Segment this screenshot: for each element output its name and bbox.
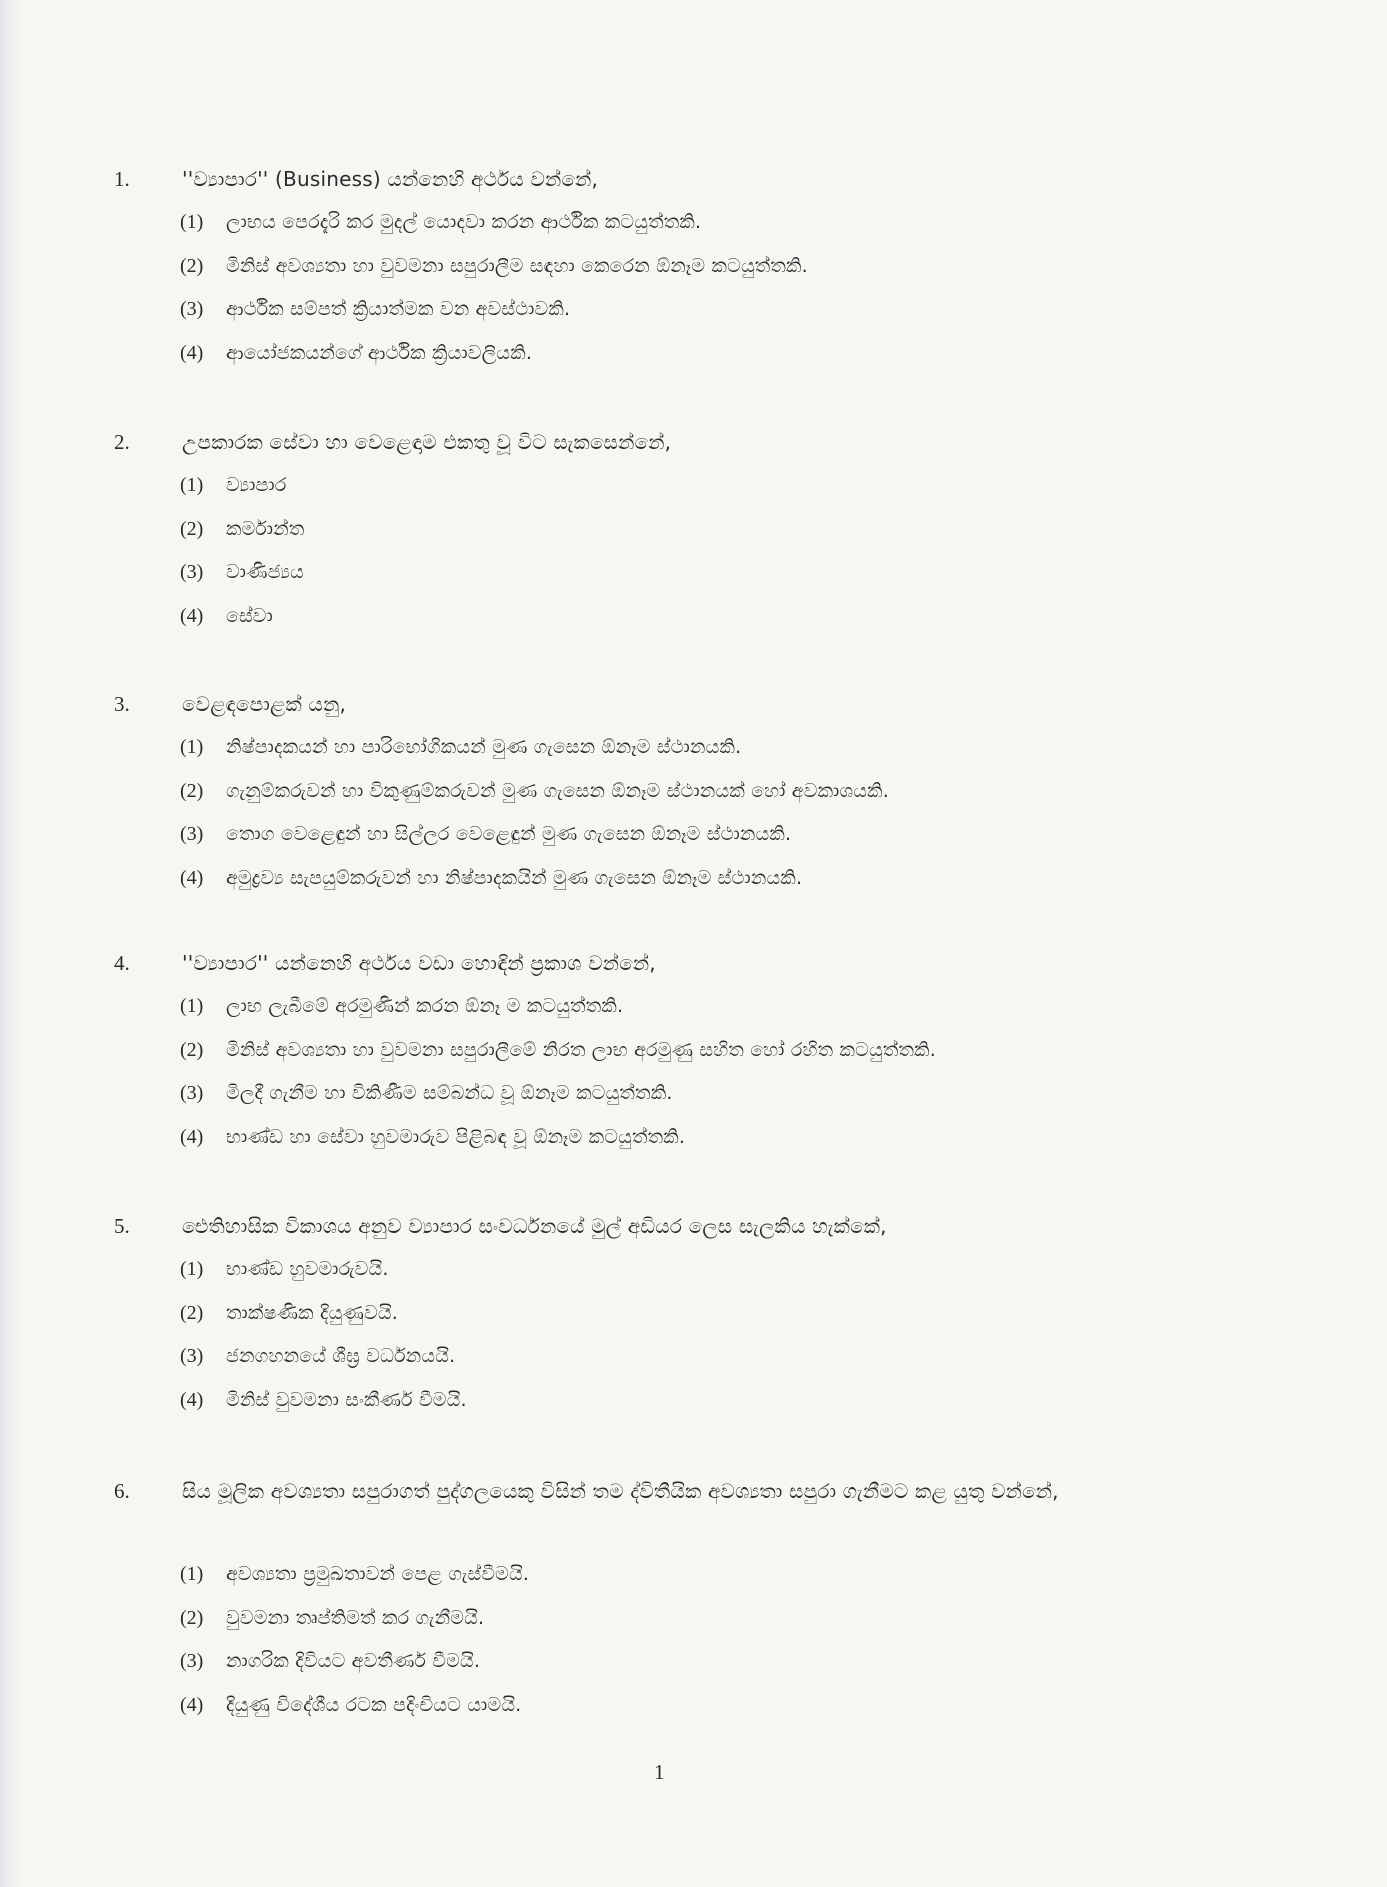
option-label: (4)	[180, 1693, 204, 1716]
option-text: භාණ්ඩ හුවමාරුවයි.	[226, 1258, 389, 1280]
option-label: (2)	[180, 1301, 204, 1324]
option-4	[180, 1690, 529, 1734]
option-label: (4)	[180, 604, 204, 627]
option-1	[180, 470, 304, 514]
options-list	[180, 207, 808, 381]
question-number: 5.	[114, 1214, 130, 1238]
option-text: කර්මාන්ත	[226, 517, 305, 540]
option-2	[180, 1298, 467, 1342]
question-number: 1.	[114, 167, 130, 191]
option-text: ජනගහනයේ ශීඝ්‍ර වර්ධනයයි.	[226, 1345, 456, 1367]
option-2	[180, 251, 808, 295]
option-1	[180, 1559, 529, 1603]
option-3	[180, 557, 304, 601]
option-text: මිනිස් අවශ්‍යතා හා වුවමනා සපුරාලීමේ නිරත ලාභ අරමුණු සහිත හෝ රහිත කටයුත්තකි.	[226, 1038, 936, 1061]
option-label: (4)	[180, 341, 204, 364]
option-1	[180, 1254, 467, 1298]
option-4	[180, 863, 889, 907]
option-label: (2)	[180, 254, 204, 277]
option-3	[180, 1646, 529, 1690]
option-4	[180, 338, 808, 382]
option-3	[180, 1341, 467, 1385]
option-label: (3)	[180, 1082, 204, 1104]
option-label: (3)	[180, 298, 204, 320]
option-label: (2)	[180, 1038, 204, 1061]
option-text: මිනිස් වුවමනා සංකීර්ණ වීමයි.	[226, 1388, 467, 1411]
question-text: වෙළඳපොළක් යනු,	[182, 692, 347, 716]
question-text: ''ව්‍යාපාර'' (Business) යන්නෙහි අර්ථය වන්නේ,	[182, 167, 599, 191]
option-4	[180, 1385, 467, 1429]
option-text: තොග වෙළෙඳුන් හා සිල්ලර වෙළෙඳුන් මුණ ගැසෙන ඕනෑම ස්ථානයකි.	[226, 823, 792, 845]
options-list	[180, 732, 889, 906]
option-text: වාණිජ්‍යය	[226, 561, 305, 583]
question-number: 6.	[114, 1479, 130, 1503]
option-label: (3)	[180, 561, 204, 583]
page-number: 1	[654, 1760, 665, 1784]
option-label: (2)	[180, 517, 204, 540]
option-text: මිනිස් අවශ්‍යතා හා වුවමනා සපුරාලීම සඳහා කෙරෙන ඕනෑම කටයුත්තකි.	[226, 254, 808, 277]
option-text: ලාභ ලැබීමේ අරමුණින් කරන ඕනෑ ම කටයුත්තකි.	[226, 995, 624, 1017]
option-text: අවශ්‍යතා ප්‍රමුඛතාවන් පෙළ ගැස්වීමයි.	[226, 1563, 530, 1585]
option-text: මිලදී ගැනීම හා විකිණීම සම්බන්ධ වූ ඕනෑම කටයුත්තකි.	[226, 1082, 673, 1104]
option-label: (3)	[180, 823, 204, 845]
option-text: ගැනුම්කරුවන් හා විකුණුම්කරුවන් මුණ ගැසෙන ඕනෑම ස්ථානයක් හෝ අවකාශයකි.	[226, 779, 889, 802]
option-2	[180, 776, 889, 820]
option-2	[180, 514, 304, 558]
option-text: සේවා	[226, 604, 273, 627]
option-label: (1)	[180, 474, 204, 496]
options-list	[180, 470, 304, 644]
options-list	[180, 1559, 529, 1733]
options-list	[180, 991, 936, 1165]
option-label: (3)	[180, 1650, 204, 1672]
option-1	[180, 991, 936, 1035]
option-2	[180, 1035, 936, 1079]
option-text: භාණ්ඩ හා සේවා හුවමාරුව පිළිබඳ වූ ඕනෑම කටයුත්තකි.	[226, 1125, 686, 1148]
option-label: (1)	[180, 211, 204, 233]
option-text: ආයෝජකයන්ගේ ආර්ථික ක්‍රියාවලියකි.	[226, 341, 533, 364]
option-text: නාගරික දිවියට අවතීර්ණ වීමයි.	[226, 1650, 481, 1672]
option-label: (3)	[180, 1345, 204, 1367]
option-text: ලාභය පෙරදැරි කර මුදල් යොදවා කරන ආර්ථික කටයුත්තකි.	[226, 211, 702, 233]
option-label: (4)	[180, 866, 204, 889]
option-label: (1)	[180, 1258, 204, 1280]
option-2	[180, 1603, 529, 1647]
option-text: නිෂ්පාදකයන් හා පාරිභෝගිකයන් මුණ ගැසෙන ඕනෑම ස්ථානයකි.	[226, 736, 742, 758]
question-number: 2.	[114, 430, 130, 454]
option-text: අමුද්‍රව්‍ය සැපයුම්කරුවන් හා නිෂ්පාදකයින් මුණ ගැසෙන ඕනෑම ස්ථානයකි.	[226, 866, 803, 889]
option-label: (4)	[180, 1125, 204, 1148]
option-1	[180, 732, 889, 776]
question-number: 4.	[114, 951, 130, 975]
option-1	[180, 207, 808, 251]
option-text: ව්‍යාපාර	[226, 474, 287, 496]
option-text: දියුණු විදේශීය රටක පදිංචියට යාමයි.	[226, 1693, 522, 1716]
option-text: තාක්ෂණික දියුණුවයි.	[226, 1301, 398, 1324]
option-label: (1)	[180, 995, 204, 1017]
question-text: ඓතිහාසික විකාශය අනුව ව්‍යාපාර සංවර්ධනයේ මුල් අඩියර ලෙස සැලකිය හැක්කේ,	[182, 1214, 887, 1238]
question-text: උපකාරක සේවා හා වෙළෙඳාම එකතු වූ විට සැකසෙන්නේ,	[182, 430, 672, 454]
option-label: (1)	[180, 736, 204, 758]
option-4	[180, 1122, 936, 1166]
question-number: 3.	[114, 692, 130, 716]
option-3	[180, 1078, 936, 1122]
option-label: (1)	[180, 1563, 204, 1585]
options-list	[180, 1254, 467, 1428]
option-text: වුවමනා තෘප්තිමත් කර ගැනීමයි.	[226, 1606, 485, 1629]
option-3	[180, 294, 808, 338]
question-text: සිය මූලික අවශ්‍යතා සපුරාගත් පුද්ගලයෙකු විසින් තම ද්විතීයික අවශ්‍යතා සපුරා ගැනීමට කළ යුතු වන්නේ,	[182, 1479, 1059, 1503]
option-label: (4)	[180, 1388, 204, 1411]
option-text: ආර්ථික සම්පත් ක්‍රියාත්මක වන අවස්ථාවකි.	[226, 298, 571, 320]
option-3	[180, 819, 889, 863]
option-4	[180, 601, 304, 645]
option-label: (2)	[180, 1606, 204, 1629]
question-text: ''ව්‍යාපාර'' යන්නෙහි අර්ථය වඩා හොඳින් ප්‍රකාශ වන්නේ,	[182, 951, 656, 975]
option-label: (2)	[180, 779, 204, 802]
